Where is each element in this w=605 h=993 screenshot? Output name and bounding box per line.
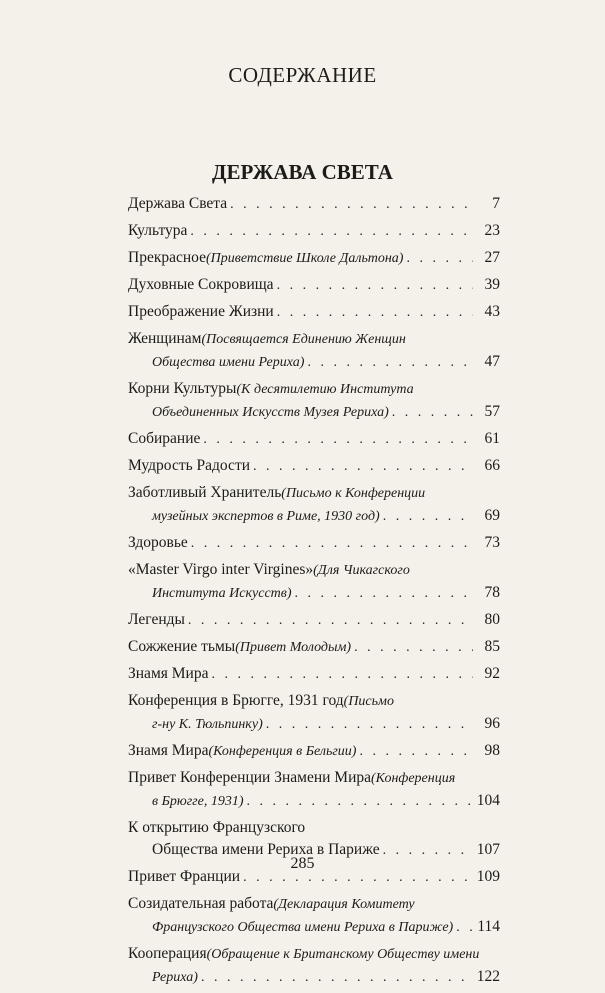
dot-leader xyxy=(277,275,473,297)
toc-entry xyxy=(128,482,500,528)
toc-entry-page: 61 xyxy=(484,430,500,447)
toc-entry-title: Конференция в Брюгге, 1931 год xyxy=(128,692,344,709)
toc-entry-subtitle: (Декларация Комитету xyxy=(273,897,415,912)
toc-entry-subtitle: (Конференция в Бельгии) xyxy=(208,744,357,759)
dot-leader xyxy=(253,456,473,478)
toc-entry-title: Женщинам xyxy=(128,330,202,347)
dot-leader xyxy=(277,302,473,324)
contents-heading: СОДЕРЖАНИЕ xyxy=(228,63,377,87)
toc-entry-page: 122 xyxy=(476,968,500,985)
toc-entry xyxy=(128,663,500,686)
toc-entry-subtitle: (Письмо xyxy=(343,694,394,709)
toc-entry xyxy=(128,943,500,989)
dot-leader xyxy=(266,714,473,736)
toc-entry-subtitle: (Письмо к Конференции xyxy=(281,486,426,501)
toc-entry-continuation: Общества имени Рериха) xyxy=(152,355,305,370)
dot-leader xyxy=(247,791,473,813)
toc-entry xyxy=(128,193,500,216)
toc-entry-page: 39 xyxy=(484,276,500,293)
toc-entry-title: Духовные Сокровища xyxy=(128,276,274,293)
toc-entry xyxy=(128,274,500,297)
toc-entry-title: Здоровье xyxy=(128,534,188,551)
toc-entry-title: Кооперация xyxy=(128,945,207,962)
toc-entry-page: 96 xyxy=(484,715,500,732)
toc-entry xyxy=(128,428,500,451)
toc-entry-continuation: г-ну К. Тюльпинку) xyxy=(152,717,263,732)
toc-entry-title: Преображение Жизни xyxy=(128,303,274,320)
toc-entry-continuation: Общества имени Рериха в Париже xyxy=(152,841,380,858)
toc-entry-subtitle: (Обращение к Британскому Обществу имени xyxy=(206,947,480,962)
toc-entry-page: 98 xyxy=(484,742,500,759)
toc-entry xyxy=(128,559,500,605)
dot-leader xyxy=(188,610,473,632)
dot-leader xyxy=(190,221,473,243)
toc-entry xyxy=(128,301,500,324)
dot-leader xyxy=(307,352,473,374)
dot-leader xyxy=(383,506,473,528)
toc-entry-subtitle: (Посвящается Единению Женщин xyxy=(201,332,406,347)
toc-entry-continuation: Объединенных Искусств Музея Рериха) xyxy=(152,405,389,420)
toc-entry-page: 78 xyxy=(484,584,500,601)
toc-entry-continuation: в Брюгге, 1931) xyxy=(152,794,244,809)
toc-entry-subtitle: (К десятилетию Института xyxy=(236,382,414,397)
toc-entry-title: Привет Франции xyxy=(128,868,241,885)
toc-entry-page: 23 xyxy=(484,222,500,239)
section-title: ДЕРЖАВА СВЕТА xyxy=(212,160,393,184)
toc-entry-title: Созидательная работа xyxy=(128,895,274,912)
toc-entry-title: Знамя Мира xyxy=(128,742,209,759)
toc-entry-page: 92 xyxy=(484,665,500,682)
toc-list xyxy=(128,193,500,993)
toc-entry xyxy=(128,328,500,374)
page-number: 285 xyxy=(290,855,315,872)
toc-entry-subtitle: (Конференция xyxy=(371,771,456,786)
toc-entry-title: Легенды xyxy=(128,611,185,628)
dot-leader xyxy=(406,248,473,270)
toc-entry-page: 7 xyxy=(492,195,500,212)
dot-leader xyxy=(456,917,473,939)
dot-leader xyxy=(354,637,473,659)
toc-entry-title: Знамя Мира xyxy=(128,665,209,682)
toc-entry xyxy=(128,609,500,632)
toc-entry-title: Корни Культуры xyxy=(128,380,237,397)
toc-entry-title: Заботливый Хранитель xyxy=(128,484,282,501)
toc-entry-continuation: музейных экспертов в Риме, 1930 год) xyxy=(152,509,380,524)
toc-entry-page: 80 xyxy=(484,611,500,628)
toc-entry-title: Сожжение тьмы xyxy=(128,638,236,655)
dot-leader xyxy=(191,533,473,555)
toc-entry-page: 57 xyxy=(484,403,500,420)
toc-entry-title: Держава Света xyxy=(128,195,228,212)
toc-entry-page: 47 xyxy=(484,353,500,370)
toc-entry-page: 109 xyxy=(476,868,500,885)
toc-entry-page: 27 xyxy=(484,249,500,266)
dot-leader xyxy=(211,664,473,686)
toc-entry-page: 73 xyxy=(484,534,500,551)
toc-entry-continuation: Рериха) xyxy=(152,970,198,985)
toc-entry-subtitle: (Приветствие Школе Дальтона) xyxy=(205,251,404,266)
toc-entry-continuation: Института Искусств) xyxy=(152,586,292,601)
toc-entry xyxy=(128,455,500,478)
dot-leader xyxy=(230,194,473,216)
dot-leader xyxy=(203,429,473,451)
dot-leader xyxy=(392,402,473,424)
toc-entry xyxy=(128,636,500,659)
toc-entry-title: «Master Virgo inter Virgines» xyxy=(128,561,314,578)
toc-entry-page: 66 xyxy=(484,457,500,474)
toc-entry-page: 85 xyxy=(484,638,500,655)
toc-entry-title: Собирание xyxy=(128,430,201,447)
toc-entry-page: 107 xyxy=(476,841,500,858)
dot-leader xyxy=(359,741,473,763)
toc-entry-page: 69 xyxy=(484,507,500,524)
toc-entry-continuation: Французского Общества имени Рериха в Париже) xyxy=(152,920,454,935)
dot-leader xyxy=(201,967,473,989)
toc-entry xyxy=(128,690,500,736)
toc-entry xyxy=(128,378,500,424)
toc-entry xyxy=(128,247,500,270)
toc-entry xyxy=(128,220,500,243)
toc-entry-subtitle: (Для Чикагского xyxy=(313,563,410,578)
toc-entry-title: Мудрость Радости xyxy=(128,457,251,474)
toc-entry-page: 114 xyxy=(477,918,500,935)
toc-entry-subtitle: (Привет Молодым) xyxy=(235,640,352,655)
toc-entry-title: Культура xyxy=(128,222,188,239)
toc-entry-page: 104 xyxy=(476,792,500,809)
toc-entry-title: Прекрасное xyxy=(128,249,206,266)
toc-entry xyxy=(128,767,500,813)
toc-entry-page: 43 xyxy=(484,303,500,320)
toc-entry xyxy=(128,740,500,763)
dot-leader xyxy=(295,583,473,605)
toc-entry xyxy=(128,532,500,555)
toc-entry-title: К открытию Французского xyxy=(128,819,306,836)
toc-entry-title: Привет Конференции Знамени Мира xyxy=(128,769,372,786)
